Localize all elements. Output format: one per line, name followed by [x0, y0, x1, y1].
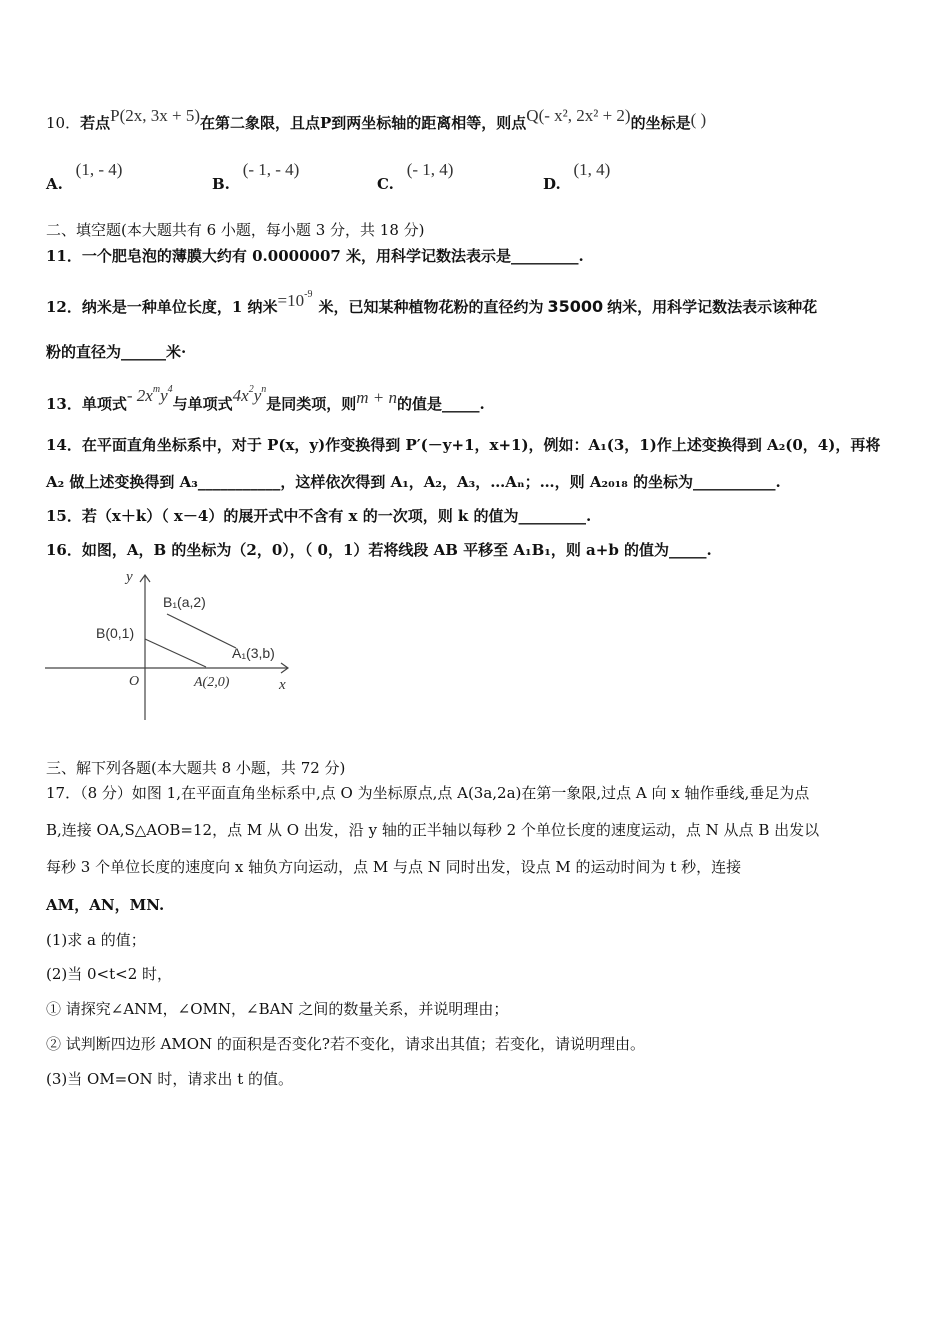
- q10-option-b: [212, 160, 300, 193]
- q17-part-2: (2)当 0<t<2 时，: [46, 965, 173, 983]
- q13-stem: [46, 384, 485, 414]
- q17-part-2a: ① 请探究∠ANM，∠OMN，∠BAN 之间的数量关系，并说明理由；: [46, 1000, 509, 1018]
- point-b1-label: B₁(a,2): [163, 594, 206, 610]
- option-label: A.: [46, 175, 63, 193]
- segment-a1b1: [167, 614, 236, 648]
- q16-figure: [40, 566, 300, 726]
- option-value: (- 1, 4): [406, 160, 454, 179]
- y-axis-label: y: [126, 569, 133, 585]
- section-2-title: 二、填空题(本大题共有 6 小题，每小题 3 分，共 18 分): [46, 221, 425, 239]
- q10-text-1: 若点: [80, 114, 111, 132]
- q17-line-4: AM，AN，MN.: [46, 896, 165, 914]
- q13-mono-1-exp-y: 4: [167, 384, 173, 395]
- q10-text-4: 的坐标是: [630, 114, 691, 132]
- segment-ab: [145, 639, 206, 667]
- q13-mono-2-exp-x: 2: [248, 384, 254, 395]
- option-label: D.: [543, 175, 561, 193]
- q13-mono-2-base: 4x: [232, 386, 249, 405]
- x-axis-label: x: [279, 677, 286, 693]
- q10-text-3: 到两坐标轴的距离相等，则点: [331, 114, 527, 132]
- q12-number: 35000: [547, 297, 604, 316]
- q10-stem: [46, 106, 707, 133]
- q13-mono-2: [233, 386, 267, 405]
- q13-text-4: 的值是_____.: [397, 395, 485, 413]
- option-value: (1, - 4): [75, 160, 123, 179]
- q13-mono-1-base: - 2x: [126, 386, 153, 405]
- option-value: (- 1, - 4): [242, 160, 300, 179]
- q13-mono-2-exp-y: n: [261, 384, 267, 395]
- q12-line-2: 粉的直径为______米·: [46, 343, 187, 361]
- q12-line-1: [46, 291, 817, 317]
- q14-line-1: 14．在平面直角坐标系中，对于 P(x，y)作变换得到 P′(－y+1，x+1)，例如：A₁(3，1)作上述变换得到 A₂(0，4)，再将: [46, 436, 881, 454]
- q15-text: 15．若（x＋k）（ x－4）的展开式中不含有 x 的一次项，则 k 的值为_________.: [46, 507, 592, 525]
- q11-text: 11．一个肥皂泡的薄膜大约有 0.0000007 米，用科学记数法表示是_________.: [46, 247, 584, 265]
- q10-option-c: [377, 160, 454, 193]
- option-label: C.: [377, 175, 394, 193]
- q10-option-a: [46, 160, 123, 193]
- option-label: B.: [212, 175, 230, 193]
- q17-line-2: B,连接 OA,S△AOB=12，点 M 从 O 出发，沿 y 轴的正半轴以每秒 2 个单位长度的速度运动，点 N 从点 B 出发以: [46, 821, 820, 839]
- q17-line-3: 每秒 3 个单位长度的速度向 x 轴负方向运动，点 M 与点 N 同时出发，设点 M 的运动时间为 t 秒，连接: [46, 858, 742, 876]
- q17-part-2b: ② 试判断四边形 AMON 的面积是否变化?若不变化，请求出其值；若变化，请说明理由。: [46, 1035, 645, 1053]
- q10-text-2: 在第二象限，且点: [199, 114, 320, 132]
- q10-answer-blank: ( ): [690, 110, 707, 129]
- q10-expr-p: P(2x, 3x + 5): [110, 106, 200, 125]
- origin-label: O: [129, 674, 140, 689]
- option-value: (1, 4): [573, 160, 611, 179]
- q13-mono-1-y: y: [160, 386, 168, 405]
- q10-p-label: P: [320, 114, 332, 132]
- section-3-title: 三、解下列各题(本大题共 8 小题，共 72 分): [46, 759, 346, 777]
- q12-expr: =10: [277, 291, 305, 310]
- q13-sum: m + n: [356, 388, 397, 407]
- q14-line-2: A₂ 做上述变换得到 A₃___________，这样依次得到 A₁，A₂，A₃，…Aₙ；…，则 A₂₀₁₈ 的坐标为___________.: [46, 473, 781, 491]
- q12-text-3: 纳米，用科学记数法表示该种花: [607, 298, 818, 316]
- q10-number: 10．: [46, 114, 81, 132]
- q12-exponent: -9: [304, 289, 313, 300]
- point-b-label: B(0,1): [96, 625, 135, 641]
- q17-part-1: (1)求 a 的值；: [46, 931, 146, 949]
- q13-text-3: 是同类项，则: [266, 395, 357, 413]
- q10-expr-q: Q(- x², 2x² + 2): [526, 106, 631, 125]
- q16-text: 16．如图，A，B 的坐标为（2，0），（ 0，1）若将线段 AB 平移至 A₁B₁，则 a+b 的值为_____.: [46, 541, 712, 559]
- q13-text-2: 与单项式: [172, 395, 233, 413]
- q13-mono-2-y: y: [253, 386, 262, 405]
- q17-line-1: 17．（8 分）如图 1,在平面直角坐标系中,点 O 为坐标原点,点 A(3a,2a)在第一象限,过点 A 向 x 轴作垂线,垂足为点: [46, 784, 810, 802]
- q17-part-3: (3)当 OM=ON 时，请求出 t 的值。: [46, 1070, 293, 1088]
- point-a1-label: A₁(3,b): [232, 645, 275, 661]
- q13-mono-1: [127, 386, 173, 405]
- q10-option-d: [543, 160, 611, 193]
- q12-text-1: 12．纳米是一种单位长度，1 纳米: [46, 298, 278, 316]
- q13-mono-1-exp-x: m: [152, 384, 161, 395]
- point-a-label: A(2,0): [194, 675, 230, 690]
- q13-text-1: 13．单项式: [46, 395, 127, 413]
- q12-text-2: 米，已知某种植物花粉的直径约为: [318, 298, 544, 316]
